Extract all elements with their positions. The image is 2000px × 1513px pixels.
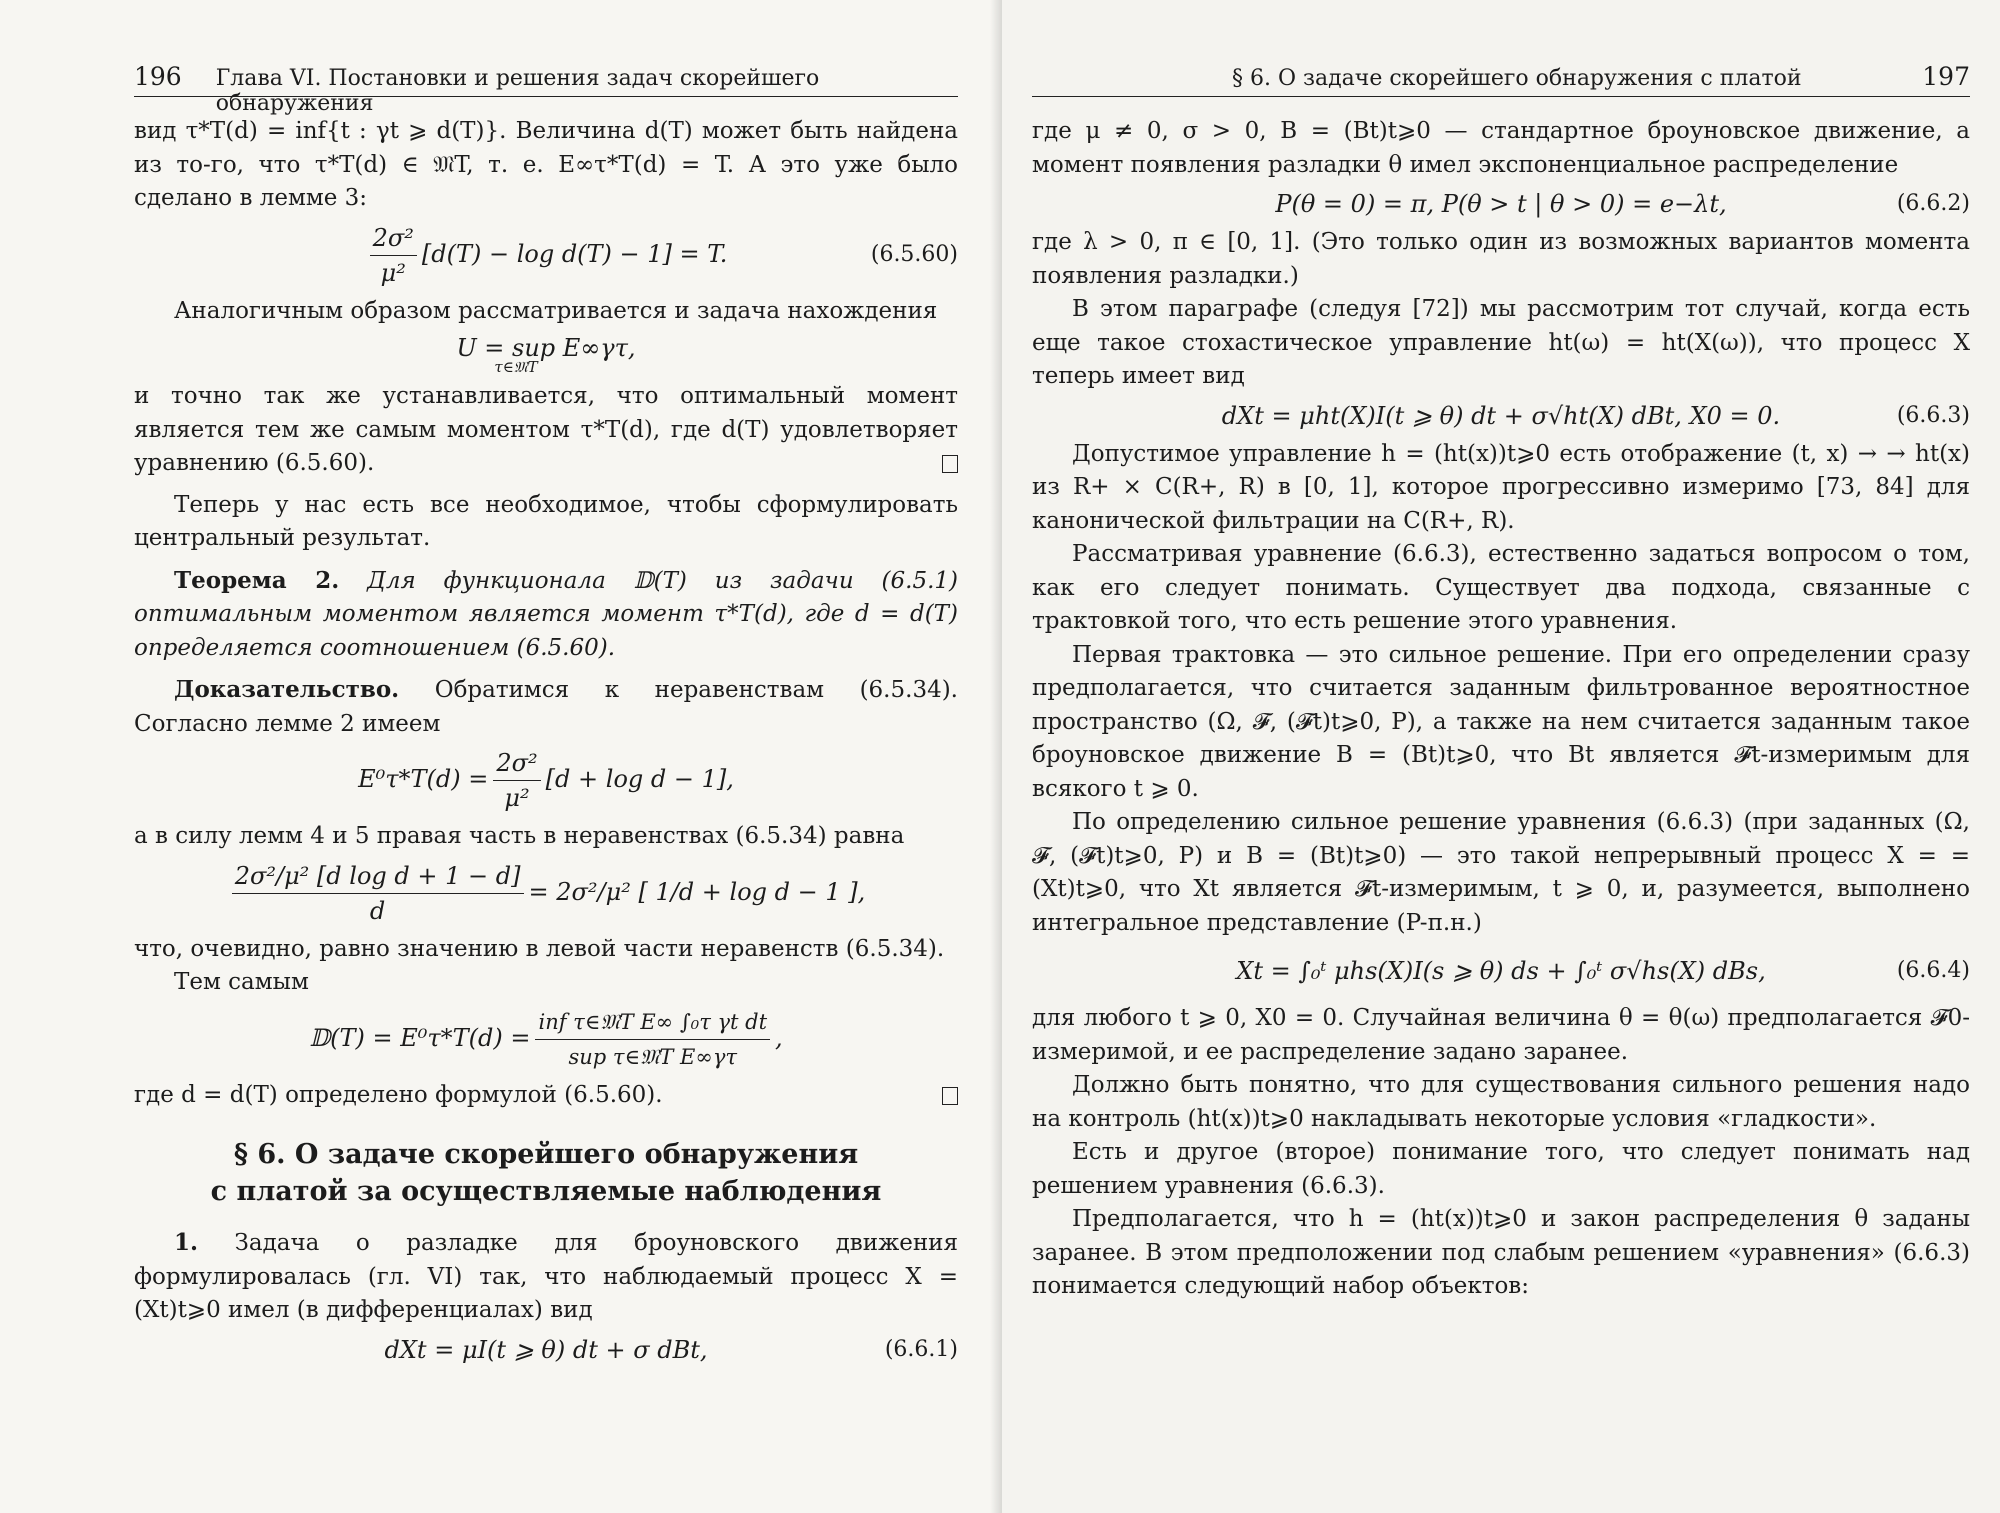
left-paragraph-9 [134, 1226, 958, 1328]
f5-left: 𝔻(T) = E⁰τ*T(d) = [309, 1023, 531, 1052]
formula-ratio [134, 859, 958, 928]
equation-number-6-6-2: (6.6.2) [1896, 191, 1970, 216]
left-paragraph-6: что, очевидно, равно значению в левой части неравенств (6.5.34). [134, 935, 945, 962]
f1-denominator: μ² [380, 258, 406, 287]
left-p8-text: где d = d(T) определено формулой (6.5.60). [134, 1081, 663, 1108]
right-paragraph-10: Есть и другое (второе) понимание того, что следует понимать над решением уравнения (6.6.3). [1032, 1139, 1970, 1199]
right-paragraph-9: Должно быть понятно, что для существования сильного решения надо на контроль (ht(x))t⩾0 накладывать некоторые условия «гладкости». [1032, 1072, 1970, 1132]
right-paragraph-6: Первая трактовка — это сильное решение. При его определении сразу предполагается, что считается заданным фильтрованное вероятностное пространство (Ω, 𝓕, (𝓕t)t⩾0, P), а также на нем считается заданным такое броуновское движение B = (Bt)t⩾0, что Bt является 𝓕t-измеримым для всякого t ⩾ 0. [1032, 641, 1970, 802]
right-paragraph-2: где λ > 0, π ∈ [0, 1]. (Это только один из возможных вариантов момента появления разладки.) [1032, 229, 1970, 289]
right-paragraph-5: Рассматривая уравнение (6.6.3), естественно задаться вопросом о том, как его следует понимать. Существует два подхода, связанные с трактовкой того, что есть решение этого уравнения. [1032, 541, 1970, 634]
formula-6-6-4 [1032, 954, 1970, 988]
qed-box-2 [942, 1087, 958, 1105]
f3-right: [d + log d − 1], [545, 765, 734, 793]
f2-expression: U = sup E∞γτ, [456, 334, 636, 362]
right-paragraph-1: где μ ≠ 0, σ > 0, B = (Bt)t⩾0 — стандартное броуновское движение, а момент появления разладки θ имел экспоненциальное распределение [1032, 118, 1970, 178]
right-paragraph-11: Предполагается, что h = (ht(x))t⩾0 и закон распределения θ заданы заранее. В этом предположении под слабым решением «уравнения» (6.6.3) понимается следующий набор объектов: [1032, 1206, 1970, 1299]
formula-6-6-2 [1032, 187, 1970, 221]
proof-text: Обратимся к неравенствам (6.5.34). Согласно лемме 2 имеем [134, 677, 958, 737]
right-paragraph-7: По определению сильное решение уравнения (6.6.3) (при заданных (Ω, 𝓕, (𝓕t)t⩾0, P) и B = (Bt)t⩾0) — это такой непрерывный процесс X = = (Xt)t⩾0, что Xt является 𝓕t-измеримым, t ⩾ 0, и, разумеется, выполнено интегральное представление (P-п.н.) [1032, 809, 1970, 936]
qed-box-1 [942, 455, 958, 473]
left-paragraph-8 [134, 1079, 958, 1113]
right-page [1002, 0, 2000, 1513]
f5-numerator: inf τ∈𝔐T E∞ ∫₀τ γt dt [535, 1005, 770, 1040]
f3-denominator: μ² [504, 784, 530, 812]
left-paragraph-4: Теперь у нас есть все необходимое, чтобы сформулировать центральный результат. [134, 491, 958, 551]
equation-number-6-6-4: (6.6.4) [1896, 958, 1970, 983]
f1-numerator: 2σ² [370, 221, 417, 256]
left-header-title: Глава VI. Постановки и решения задач скорейшего обнаружения [215, 66, 820, 116]
section-title-line-1: § 6. О задаче скорейшего обнаружения [233, 1139, 859, 1170]
equation-number-6-6-3: (6.6.3) [1896, 402, 1970, 428]
f4-right: = 2σ²/μ² [ 1/d + log d − 1 ], [528, 877, 866, 906]
left-running-header [134, 62, 958, 116]
f6-expression: dXt = μI(t ⩾ θ) dt + σ dBt, [384, 1335, 708, 1364]
f5-denominator: sup τ∈𝔐T E∞γτ [568, 1044, 738, 1069]
right-paragraph-3: В этом параграфе (следуя [72]) мы рассмотрим тот случай, когда есть еще такое стохастическое управление ht(ω) = ht(X(ω)), что процесс X теперь имеет вид [1032, 296, 1970, 389]
rf3-expression: Xt = ∫₀ᵗ μhs(X)I(s ⩾ θ) ds + ∫₀ᵗ σ√hs(X) dBs, [1236, 957, 1766, 985]
left-paragraph-3 [134, 380, 958, 481]
formula-U [134, 333, 958, 375]
left-paragraph-7: Тем самым [174, 969, 309, 995]
right-running-header [1032, 62, 1970, 97]
formula-E0 [134, 746, 958, 815]
left-paragraph-2: Аналогичным образом рассматривается и задача нахождения [174, 297, 938, 324]
equation-number-6-6-1: (6.6.1) [884, 1336, 958, 1362]
left-paragraph-1: вид τ*T(d) = inf{t : γt ⩾ d(T)}. Величина d(T) может быть найдена из то-го, что τ*T(d) ∈ 𝔐T, т. е. E∞τ*T(d) = T. А это уже было сделано в лемме 3: [134, 118, 958, 211]
rf1-expression: P(θ = 0) = π, P(θ > t | θ > 0) = e−λt, [1275, 190, 1727, 218]
f3-numerator: 2σ² [493, 746, 540, 781]
left-paragraph-5: а в силу лемм 4 и 5 правая часть в неравенствах (6.5.34) равна [134, 823, 905, 849]
left-p9-text: Задача о разладке для броуновского движения формулировалась (гл. VI) так, что наблюдаемый процесс X = (Xt)t⩾0 имел (в дифференциалах) вид [134, 1230, 959, 1323]
formula-D-T: 𝔻(T) = E⁰τ*T(d) = $\frac{\text{inf τ∈𝔐T E∞ ∫₀τ γt dt}}{\text{sup τ∈𝔐T E∞γτ}}$ , [134, 1005, 958, 1074]
theorem-2 [134, 564, 958, 666]
f3-left: E⁰τ*T(d) = [358, 765, 489, 793]
item-number-1: 1. [174, 1229, 199, 1256]
formula-6-6-3 [1032, 399, 1970, 433]
right-header-title: § 6. О задаче скорейшего обнаружения с платой [1232, 66, 1802, 91]
left-p3-text: и точно так же устанавливается, что оптимальный момент является тем же самым моментом τ*T(d), где d(T) удовлетворяет уравнению (6.5.60). [134, 383, 958, 476]
theorem-label: Теорема 2. [174, 566, 340, 594]
proof [134, 673, 958, 741]
f4-numerator: 2σ²/μ² [d log d + 1 − d] [232, 859, 524, 894]
proof-label: Доказательство. [174, 676, 400, 703]
right-page-number: 197 [1922, 62, 1970, 91]
f1-right: [d(T) − log d(T) − 1] = T. [421, 239, 728, 268]
right-paragraph-8: для любого t ⩾ 0, X0 = 0. Случайная величина θ = θ(ω) предполагается 𝓕0-измеримой, и ее распределение задано заранее. [1032, 1005, 1970, 1065]
section-6-heading [134, 1136, 958, 1210]
rf2-expression: dXt = μht(X)I(t ⩾ θ) dt + σ√ht(X) dBt, X0 = 0. [1221, 401, 1781, 430]
section-title-line-2: с платой за осуществляемые наблюдения [210, 1176, 882, 1207]
left-page-number: 196 [134, 62, 182, 91]
equation-number-6-5-60: (6.5.60) [870, 242, 958, 267]
right-paragraph-4: Допустимое управление h = (ht(x))t⩾0 есть отображение (t, x) → → ht(x) из R+ × C(R+, R) в [0, 1], которое прогрессивно измеримо [73, 84] для канонической фильтрации на C(R+, R). [1032, 440, 1970, 534]
formula-6-5-60 [134, 221, 958, 290]
f2-subscript: τ∈𝔐T [494, 358, 538, 376]
theorem-text: Для функционала 𝔻(T) из задачи (6.5.1) оптимальным моментом является момент τ*T(d), где d = d(T) определяется соотношением (6.5.60). [134, 567, 959, 661]
f4-denominator: d [369, 896, 386, 925]
formula-6-6-1 [134, 1333, 958, 1367]
